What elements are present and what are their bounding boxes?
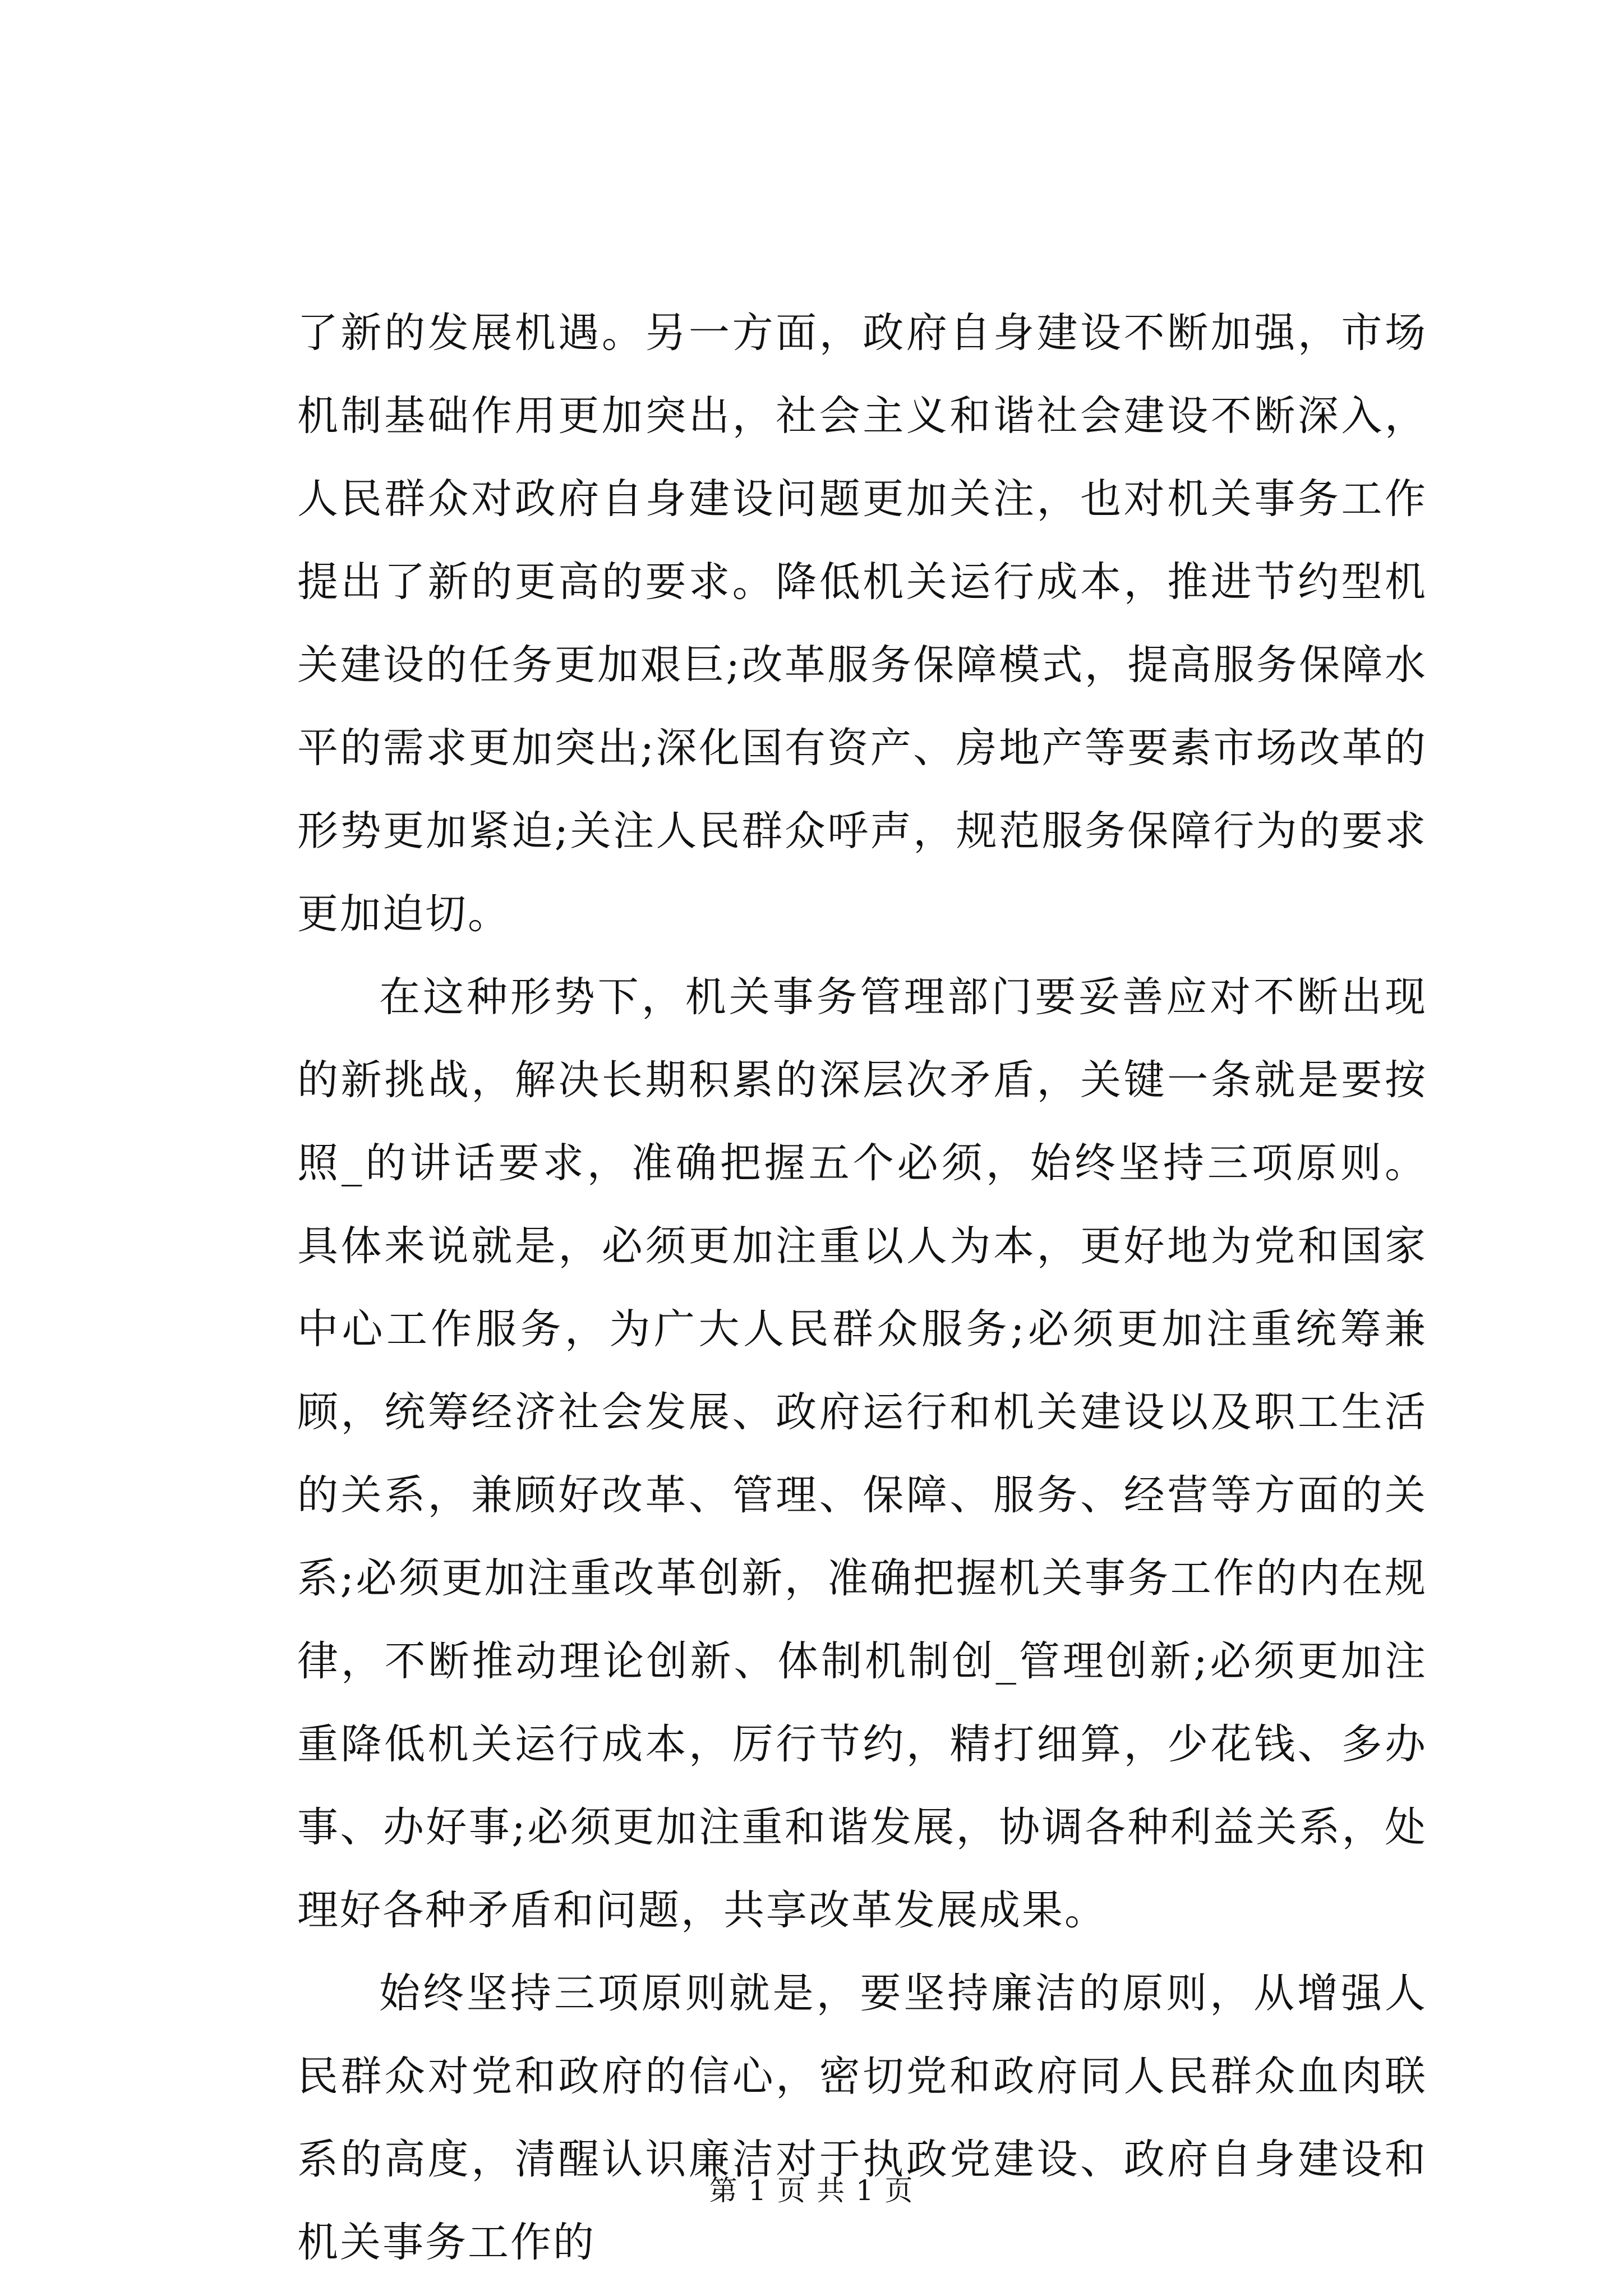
paragraph-2: 在这种形势下，机关事务管理部门要妥善应对不断出现的新挑战，解决长期积累的深层次矛盾，关键一条就是要按照_的讲话要求，准确把握五个必须，始终坚持三项原则。具体来说就是，必须更加注重以人为本，更好地为党和国家中心工作服务，为广大人民群众服务;必须更加注重统筹兼顾，统筹经济社会发展、政府运行和机关建设以及职工生活的关系，兼顾好改革、管理、保障、服务、经营等方面的关系;必须更加注重改革创新，准确把握机关事务工作的内在规律，不断推动理论创新、体制机制创_管理创新;必须更加注重降低机关运行成本，厉行节约，精打细算，少花钱、多办事、办好事;必须更加注重和谐发展，协调各种利益关系，处理好各种矛盾和问题，共享改革发展成果。: [297, 973, 1427, 1934]
page-footer: 第 1 页 共 1 页: [709, 2174, 914, 2207]
paragraph-3: 始终坚持三项原则就是，要坚持廉洁的原则，从增强人民群众对党和政府的信心，密切党和政府同人民群众血肉联系的高度，清醒认识廉洁对于执政党建设、政府自身建设和机关事务工作的: [297, 1970, 1427, 2266]
paragraph-1: 了新的发展机遇。另一方面，政府自身建设不断加强，市场机制基础作用更加突出，社会主义和谐社会建设不断深入，人民群众对政府自身建设问题更加关注，也对机关事务工作提出了新的更高的要求。降低机关运行成本，推进节约型机关建设的任务更加艰巨;改革服务保障模式，提高服务保障水平的需求更加突出;深化国有资产、房地产等要素市场改革的形势更加紧迫;关注人民群众呼声，规范服务保障行为的要求更加迫切。: [297, 309, 1427, 938]
document-body: [297, 292, 1427, 2284]
